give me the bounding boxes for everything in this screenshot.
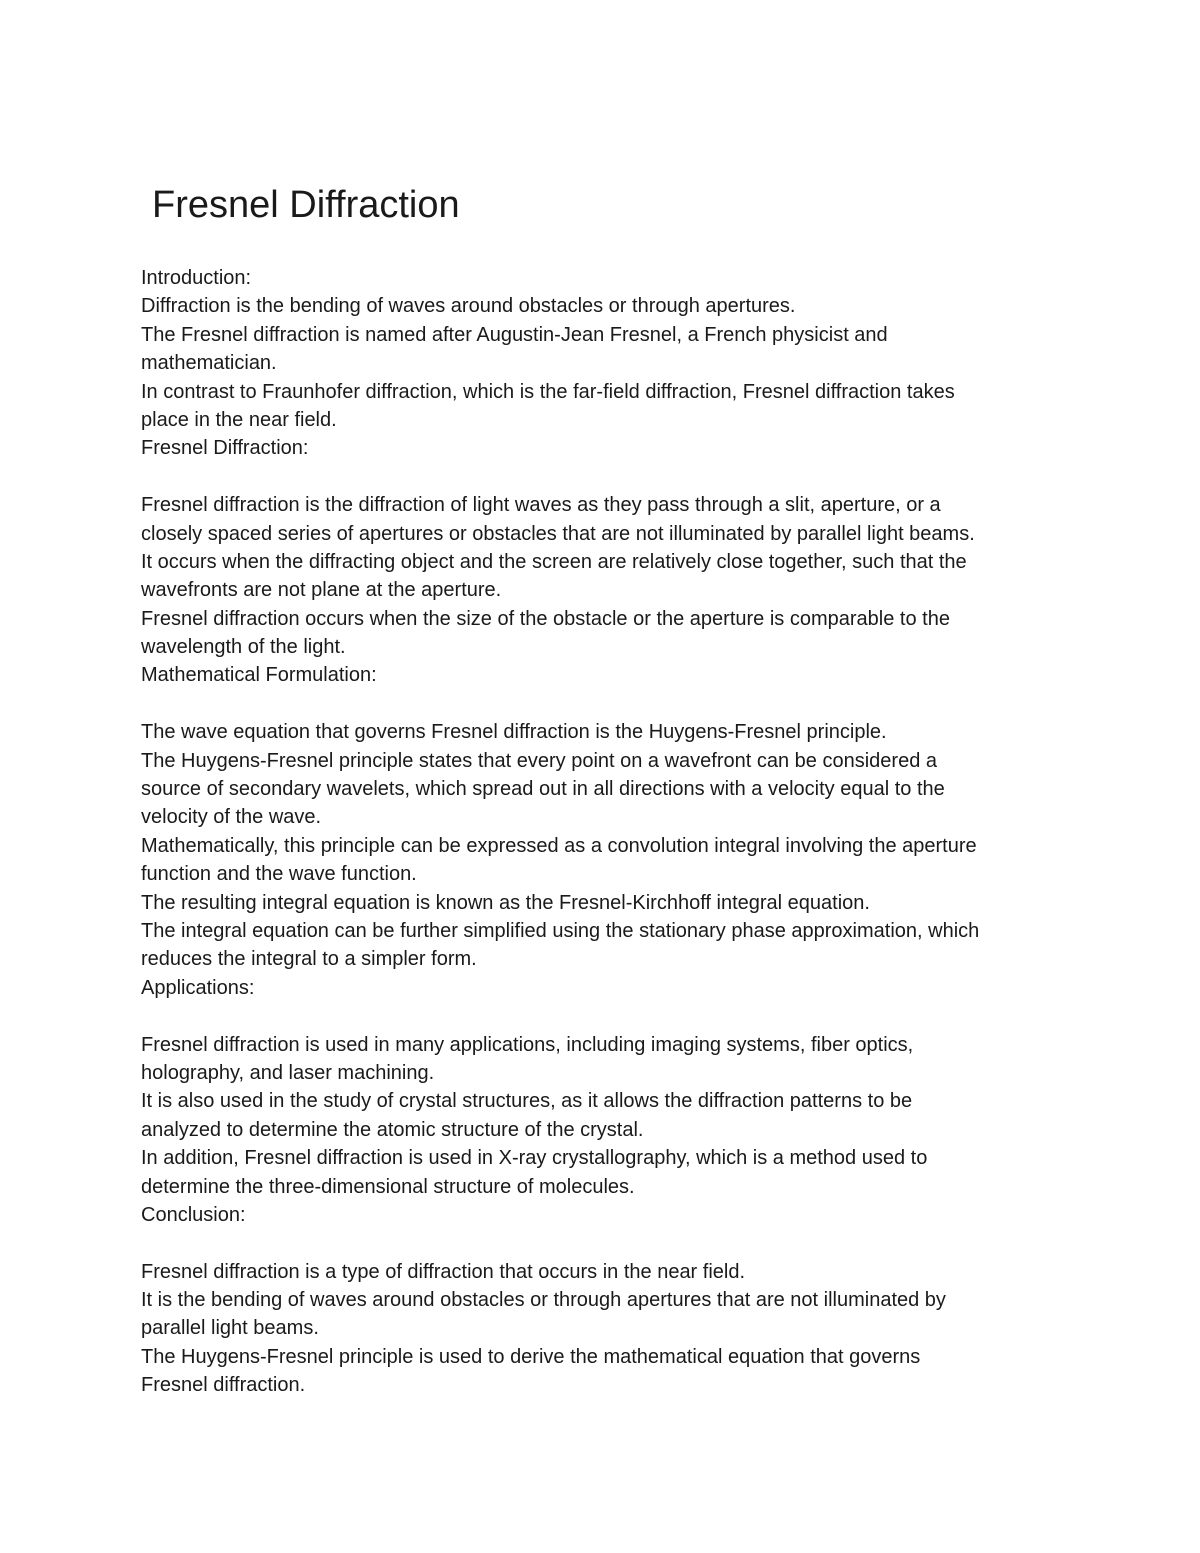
body-text-line: Conclusion:: [141, 1203, 246, 1226]
body-text-line: Mathematical Formulation:: [141, 664, 377, 687]
body-text-line: function and the wave function.: [141, 863, 417, 886]
body-text-line: Fresnel diffraction is used in many applications, including imaging systems, fiber optics,: [141, 1033, 914, 1056]
body-text-line: The resulting integral equation is known as the Fresnel-Kirchhoff integral equation.: [141, 891, 870, 914]
body-text-line: In contrast to Fraunhofer diffraction, which is the far-field diffraction, Fresnel diffraction takes: [141, 380, 955, 403]
body-text-line: analyzed to determine the atomic structure of the crystal.: [141, 1118, 644, 1141]
body-text-line: It is the bending of waves around obstacles or through apertures that are not illuminated by: [141, 1289, 946, 1312]
body-text-line: The Huygens-Fresnel principle is used to derive the mathematical equation that governs: [141, 1345, 921, 1368]
body-text-line: It is also used in the study of crystal structures, as it allows the diffraction patterns to be: [141, 1090, 913, 1113]
blank-line: [141, 463, 1061, 491]
body-text-line: parallel light beams.: [141, 1317, 319, 1340]
body-text-line: wavefronts are not plane at the aperture.: [141, 579, 502, 602]
body-text-line: mathematician.: [141, 352, 277, 375]
blank-line: [141, 1002, 1061, 1030]
body-text-line: place in the near field.: [141, 408, 337, 431]
body-text-line: velocity of the wave.: [141, 806, 322, 829]
body-text-line: The wave equation that governs Fresnel diffraction is the Huygens-Fresnel principle.: [141, 721, 887, 744]
body-text-line: closely spaced series of apertures or obstacles that are not illuminated by parallel light beams.: [141, 522, 975, 545]
body-text-line: reduces the integral to a simpler form.: [141, 948, 477, 971]
body-text-line: source of secondary wavelets, which spread out in all directions with a velocity equal to the: [141, 778, 945, 801]
body-text-line: Fresnel diffraction occurs when the size of the obstacle or the aperture is comparable to the: [141, 607, 950, 630]
blank-line: [141, 690, 1061, 718]
body-text-line: Diffraction is the bending of waves around obstacles or through apertures.: [141, 295, 796, 318]
body-text-line: The Huygens-Fresnel principle states that every point on a wavefront can be considered a: [141, 749, 937, 772]
body-text-line: determine the three-dimensional structure of molecules.: [141, 1175, 635, 1198]
blank-line: [141, 1229, 1061, 1257]
document-body: [141, 264, 1061, 1400]
body-text-line: Fresnel diffraction is the diffraction of light waves as they pass through a slit, aperture, or a: [141, 494, 941, 517]
body-text-line: Fresnel diffraction is a type of diffraction that occurs in the near field.: [141, 1260, 746, 1283]
body-text-line: Applications:: [141, 976, 255, 999]
body-text-line: It occurs when the diffracting object and the screen are relatively close together, such that the: [141, 550, 967, 573]
body-text-line: In addition, Fresnel diffraction is used in X-ray crystallography, which is a method used to: [141, 1147, 928, 1170]
body-text-line: The integral equation can be further simplified using the stationary phase approximation, which: [141, 919, 980, 942]
body-text-line: holography, and laser machining.: [141, 1061, 435, 1084]
document-title: Fresnel Diffraction: [152, 184, 460, 226]
body-text-line: wavelength of the light.: [141, 636, 346, 659]
body-text-line: The Fresnel diffraction is named after Augustin-Jean Fresnel, a French physicist and: [141, 323, 888, 346]
body-text-line: Introduction:: [141, 267, 252, 289]
body-text-line: Mathematically, this principle can be expressed as a convolution integral involving the aperture: [141, 834, 977, 857]
body-text-line: Fresnel diffraction.: [141, 1374, 306, 1397]
body-text-line: Fresnel Diffraction:: [141, 437, 309, 460]
